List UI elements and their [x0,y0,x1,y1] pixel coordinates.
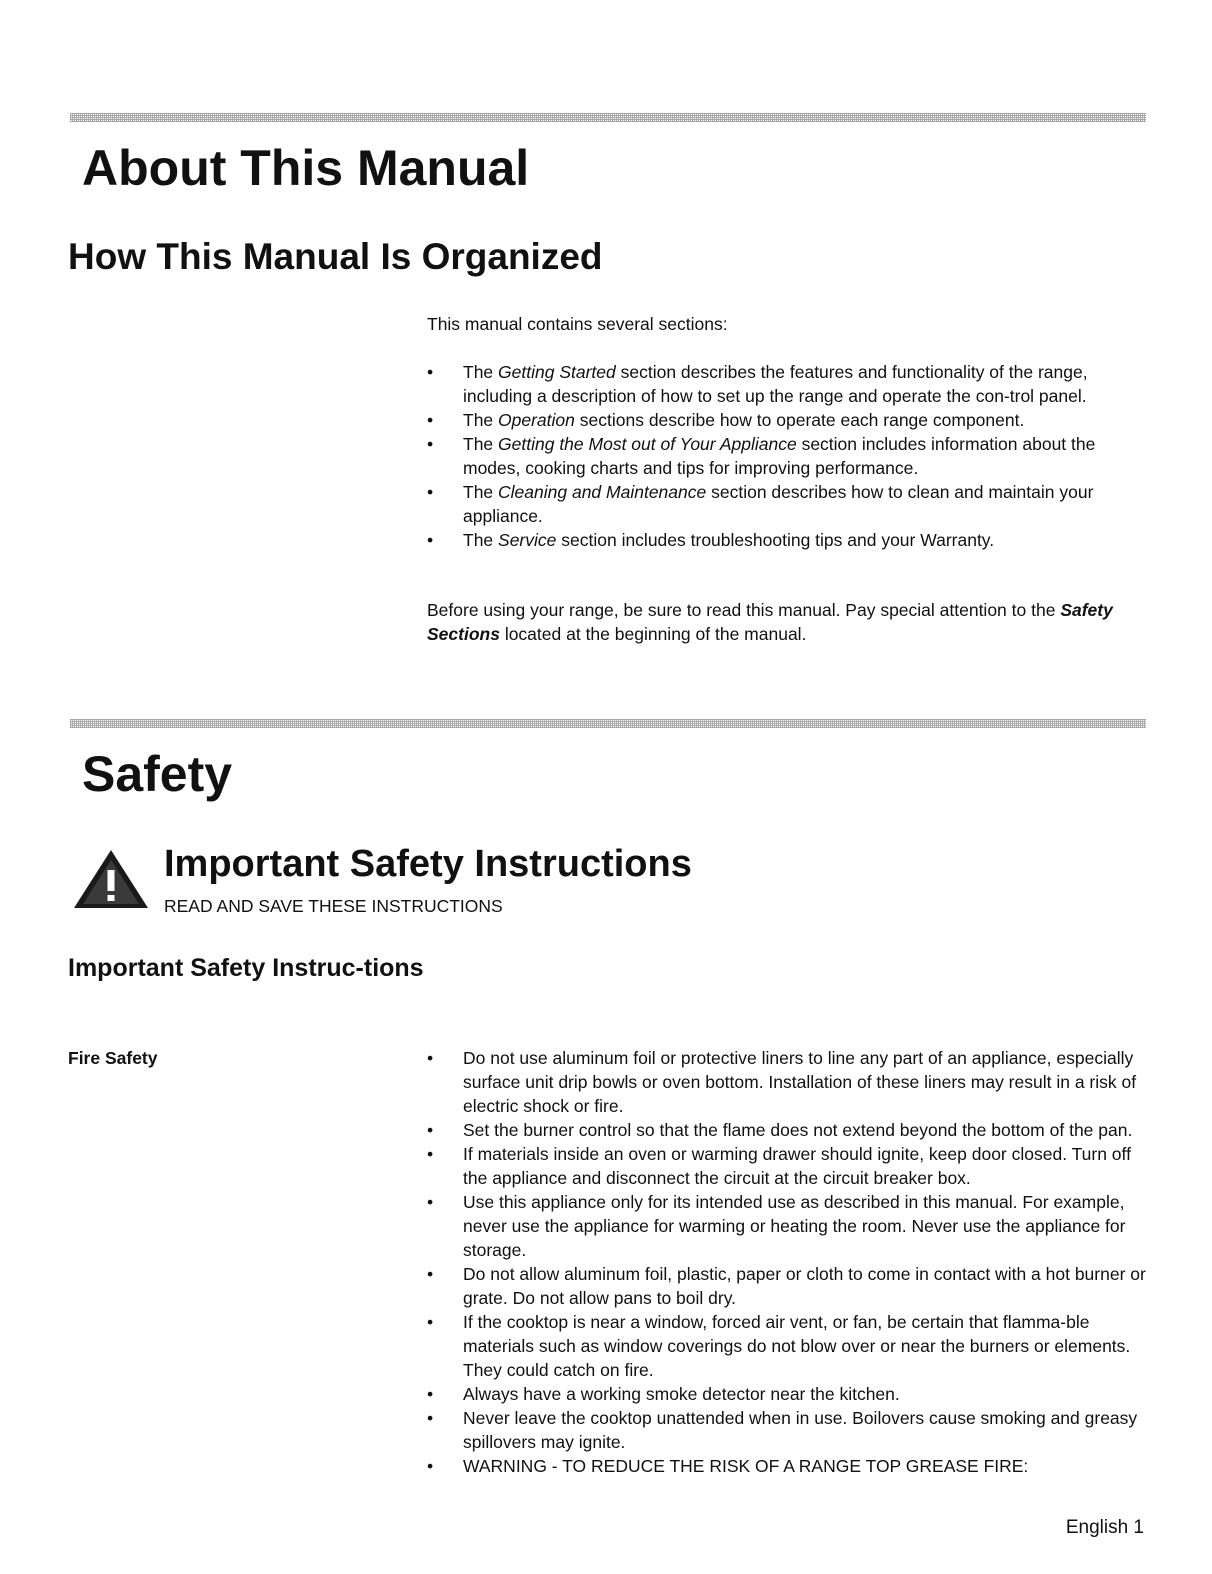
bullet-icon: • [427,1144,434,1164]
item-text: Always have a working smoke detector near the kitchen. [463,1384,900,1404]
fire-safety-label: Fire Safety [68,1048,158,1068]
bullet-icon: • [427,1264,434,1284]
item-text: If materials inside an oven or warming drawer should ignite, keep door closed. Turn off the appliance and disconnect the circuit at the circuit breaker box. [463,1144,1131,1188]
item-text: Do not use aluminum foil or protective liners to line any part of an appliance, especially surface unit drip bowls or oven bottom. Installation of these liners may result in a risk of electric shock or fire. [463,1048,1137,1116]
safety-title: Safety [82,746,233,802]
item-post: section describes the features and functionality of the range, including a description of how to set up the range and operate the con-trol panel. [463,362,1088,406]
about-section-list [427,360,1147,552]
list-item [427,1310,1147,1382]
bullet-icon: • [427,1120,434,1140]
item-text: Use this appliance only for its intended use as described in this manual. For example, never use the appliance for warming or heating the room. Never use the appliance for storage. [463,1192,1126,1260]
list-item [427,1382,1147,1406]
item-pre: The [463,482,499,502]
list-item [427,360,1147,408]
section-divider-top [70,113,1146,122]
bullet-icon: • [427,410,434,430]
bullet-icon: • [427,434,434,454]
item-text: Set the burner control so that the flame does not extend beyond the bottom of the pan. [463,1120,1133,1140]
item-text: If the cooktop is near a window, forced air vent, or fan, be certain that flamma-ble materials such as window coverings do not blow over or near the burners or elements. They could catch on fire. [463,1312,1131,1380]
closing-post: located at the beginning of the manual. [499,624,807,644]
item-post: sections describe how to operate each range component. [574,410,1025,430]
item-section-name: Getting Started [498,362,616,382]
bullet-icon: • [427,1408,434,1428]
bullet-icon: • [427,1192,434,1212]
item-pre: The [463,530,499,550]
item-section-name: Cleaning and Maintenance [498,482,707,502]
item-post: section includes information about the modes, cooking charts and tips for improving performance. [463,434,1096,478]
section-divider-safety [70,719,1146,728]
list-item [427,1454,1147,1478]
about-title: About This Manual [82,140,530,196]
closing-pre: Before using your range, be sure to read this manual. Pay special attention to the [427,600,1061,620]
bullet-icon: • [427,1312,434,1332]
safety-caption: READ AND SAVE THESE INSTRUCTIONS [164,896,503,916]
item-text: Do not allow aluminum foil, plastic, paper or cloth to come in contact with a hot burner or grate. Do not allow pans to boil dry. [463,1264,1146,1308]
bullet-icon: • [427,530,434,550]
bullet-icon: • [427,362,434,382]
list-item [427,528,1147,552]
item-text: Never leave the cooktop unattended when in use. Boilovers cause smoking and greasy spillovers may ignite. [463,1408,1138,1452]
item-section-name: Getting the Most out of Your Appliance [498,434,797,454]
item-pre: The [463,362,499,382]
list-item [427,480,1147,528]
about-intro: This manual contains several sections: [427,314,728,334]
about-subtitle: How This Manual Is Organized [68,236,603,277]
list-item [427,432,1147,480]
bullet-icon: • [427,1456,434,1476]
item-pre: The [463,410,499,430]
list-item [427,1262,1147,1310]
list-item [427,1406,1147,1454]
item-section-name: Operation [498,410,575,430]
list-item [427,408,1147,432]
safety-section-heading: Important Safety Instruc-tions [68,954,424,982]
warning-triangle-icon [72,848,150,910]
item-text: WARNING - TO REDUCE THE RISK OF A RANGE TOP GREASE FIRE: [463,1456,1029,1476]
item-section-name: Service [498,530,557,550]
list-item [427,1118,1147,1142]
page-number: English 1 [1065,1517,1144,1538]
fire-safety-list [427,1046,1147,1478]
safety-subtitle: Important Safety Instructions [164,843,692,885]
closing-emphasis: Safety Sections [427,600,1113,644]
item-post: section includes troubleshooting tips and your Warranty. [556,530,995,550]
bullet-icon: • [427,1384,434,1404]
item-pre: The [463,434,499,454]
list-item [427,1190,1147,1262]
item-post: section describes how to clean and maintain your appliance. [463,482,1094,526]
bullet-icon: • [427,482,434,502]
list-item [427,1142,1147,1190]
list-item [427,1046,1147,1118]
bullet-icon: • [427,1048,434,1068]
about-closing [427,598,1147,646]
